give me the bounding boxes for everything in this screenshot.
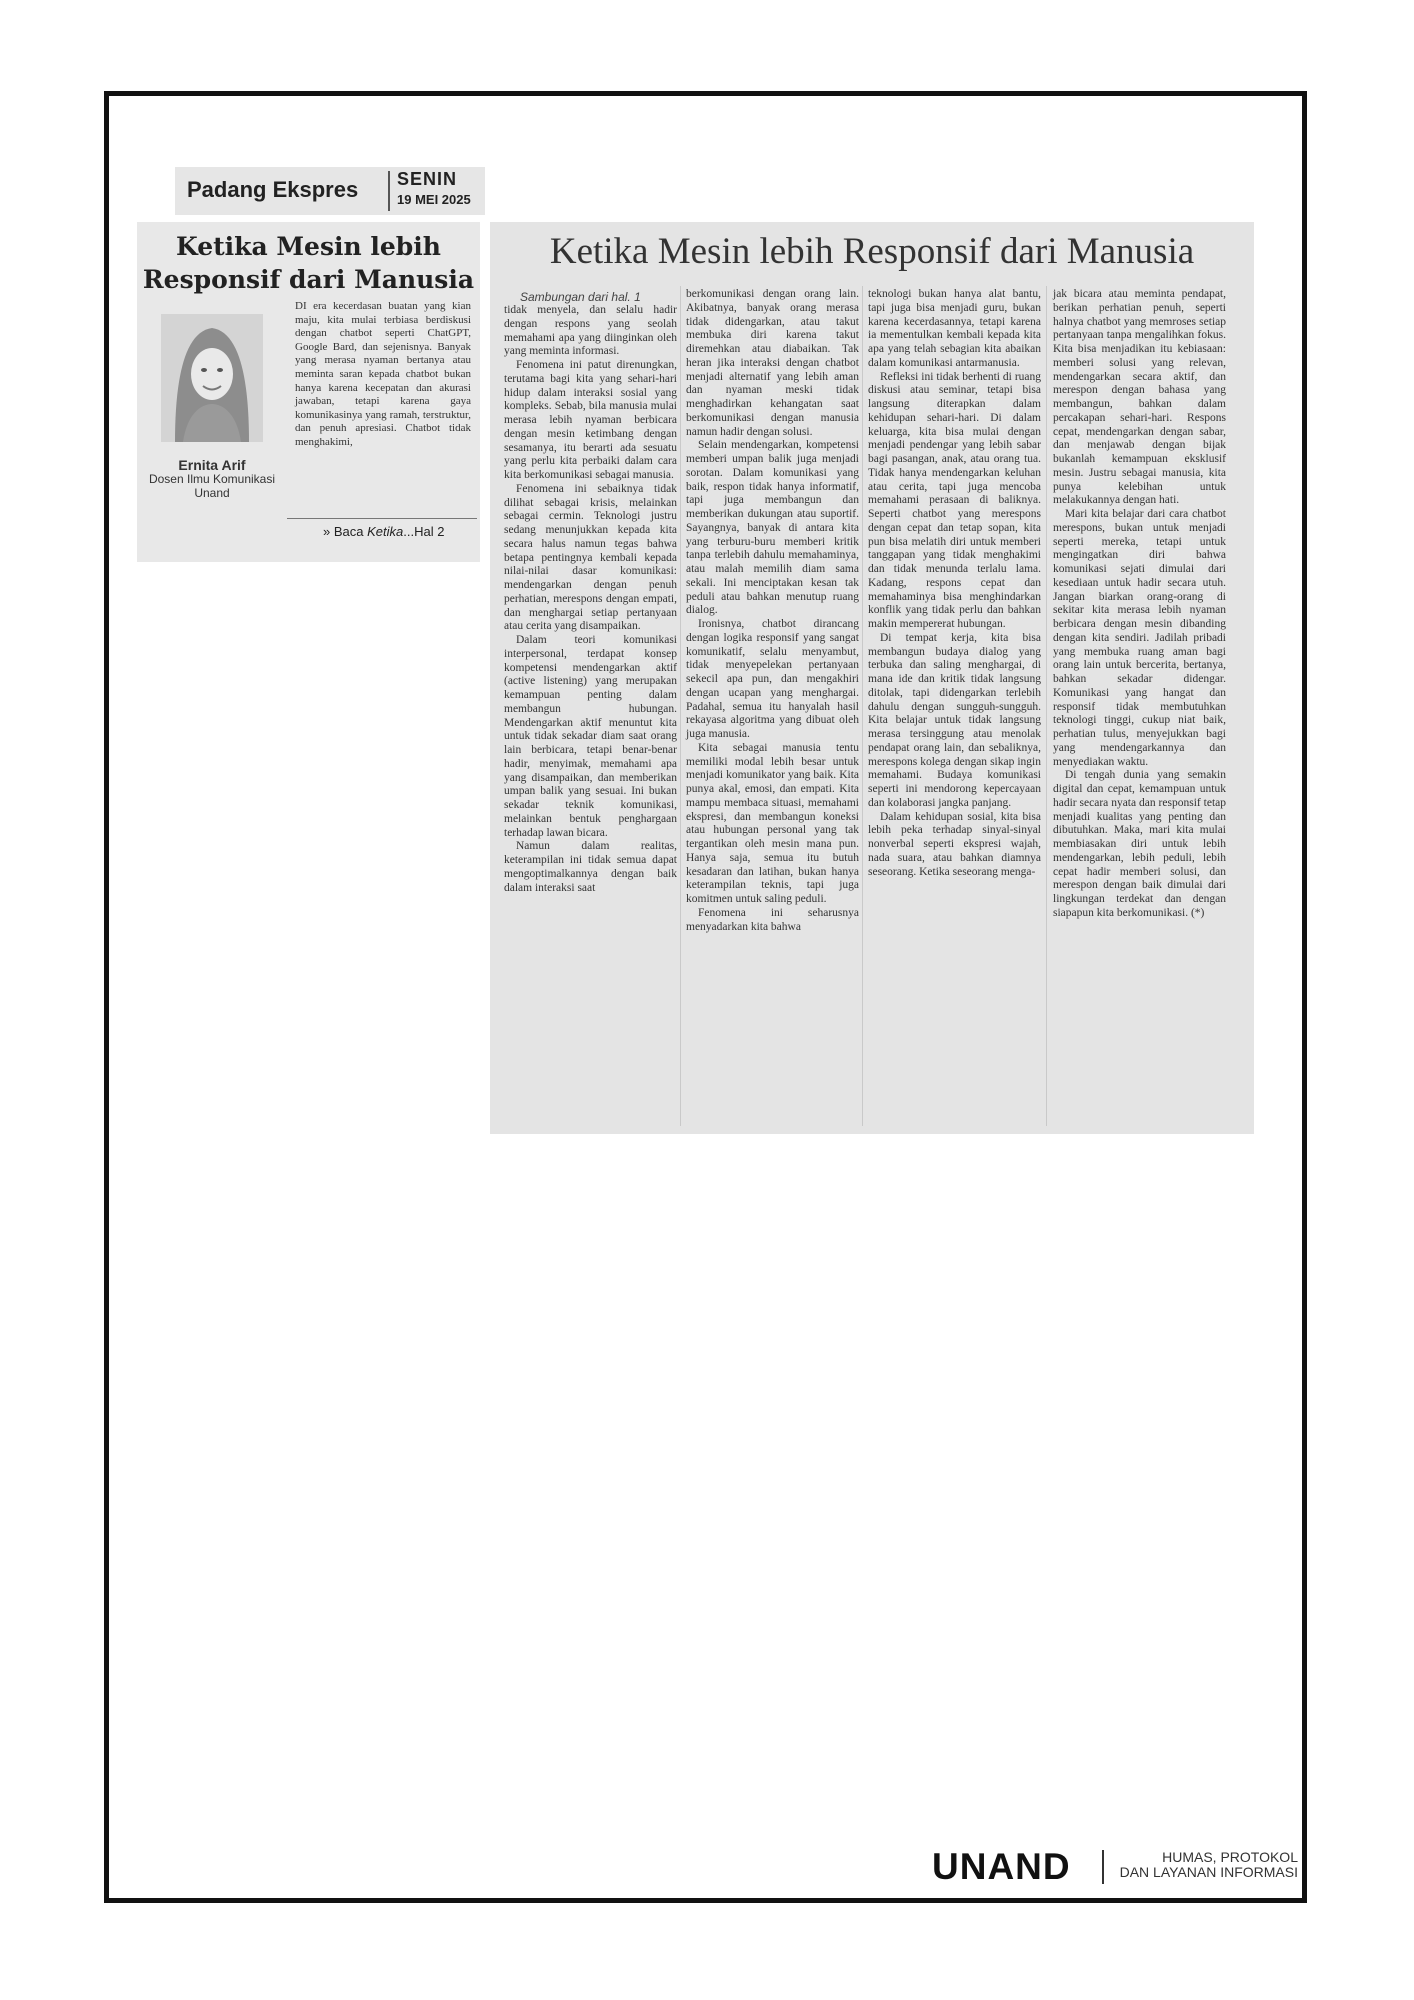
author-caption [137,458,287,500]
author-photo [161,314,263,442]
author-role: Dosen Ilmu Komunikasi [148,472,276,486]
article-paragraph: Dalam teori komunikasi interpersonal, terdapat konsep kompetensi mendengarkan aktif (active listening) yang merupakan kemampuan penting dalam membangun hubungan. Mendengarkan aktif menuntut kita untuk tidak sekadar diam saat orang lain berbicara, tetapi benar-benar hadir, menyimak, memahami apa yang disampaikan, dan memberikan umpan balik yang sesuai. Ini bukan sekadar teknik komunikasi, melainkan bentuk penghargaan terhadap lawan bicara. [504,634,677,839]
logo-divider [1102,1850,1105,1884]
front-headline-line1: Ketika Mesin lebih [176,232,441,261]
article-paragraph: Di tempat kerja, kita bisa membangun budaya dialog yang terbuka dan saling menghargai, di mana ide dan kritik tidak langsung ditolak, tapi didengarkan terlebih dahulu dengan sungguh-sungguh. Kita belajar untuk tidak langsung merasa tersinggung atau menolak pendapat orang lain, dan sebaliknya, merespons kolega dengan sikap ingin memahami. Budaya komunikasi seperti ini mendorong kepercayaan dan kolaborasi jangka panjang. [868,631,1041,809]
logo-subtitle-line1: HUMAS, PROTOKOL [1162,1849,1298,1865]
continuation-clipping [490,222,1254,1134]
article-paragraph: Refleksi ini tidak berhenti di ruang diskusi atau seminar, tetapi bisa langsung diterapkan dalam kehidupan sehari-hari. Di dalam keluarga, kita bisa mulai dengan menjadi pendengar yang lebih sabar bagi pasangan, anak, atau orang tua. Tidak hanya mendengarkan keluhan atau cerita, tapi juga mencoba memahami perasaan di baliknya. Seperti chatbot yang merespons dengan cepat dan tetap sopan, kita pun bisa melatih diri untuk memberi tanggapan yang tidak menghakimi dan tidak menunda terlalu lama. Kadang, respons cepat dan memahaminya bisa menghindarkan konflik yang tidak perlu dan bahkan makin mempererat hubungan. [868,370,1041,630]
column-divider [1046,286,1048,1126]
front-body-paragraph: DI era kecerdasan buatan yang kian maju, kita mulai terbiasa berdiskusi dengan chatbot seperti ChatGPT, Google Bard, dan sejenisnya. Banyak yang merasa nyaman bertanya atau meminta saran kepada chatbot bukan hanya karena kecepatan dan akurasi jawaban, tetapi karena gaya komunikasinya yang ramah, terstruktur, dan penuh apresiasi. Chatbot tidak menghakimi, [295,300,471,448]
article-column-4 [1053,288,1226,921]
article-column-1 [504,304,677,895]
article-paragraph: tidak menyela, dan selalu hadir dengan respons yang seolah memahami apa yang diinginkan oleh yang meminta informasi. [504,304,677,358]
author-name: Ernita Arif [178,457,246,473]
article-paragraph: Fenomena ini sebaiknya tidak dilihat sebagai krisis, melainkan sebagai cermin. Teknologi justru sedang menunjukkan kepada kita secara halus namun tegas bahwa betapa pentingnya kembali kepada nilai-nilai dasar komunikasi: mendengarkan dengan penuh perhatian, merespons dengan empati, dan menghargai setiap pertanyaan atau cerita yang disampaikan. [504,482,677,633]
continuation-note: Sambungan dari hal. 1 [520,290,641,304]
logo-subtitle [1110,1850,1298,1880]
article-paragraph: Ironisnya, chatbot dirancang dengan logika responsif yang sangat komunikatif, selalu menyambut, tidak menyepelekan pertanyaan sekecil apa pun, dan mengakhiri dengan ucapan yang menghargai. Padahal, semua itu hanyalah hasil rekayasa algoritma yang dibuat oleh juga manusia. [686,618,859,740]
article-paragraph: Di tengah dunia yang semakin digital dan cepat, kemampuan untuk hadir secara nyata dan responsif tetap menjadi kualitas yang penting dan dibutuhkan. Maka, mari kita mulai membiasakan diri untuk lebih mendengarkan, lebih peduli, lebih cepat hadir memberi solusi, dan merespon dengan baik dimulai dari lingkungan terdekat dan dengan siapapun kita berkomunikasi. (*) [1053,769,1226,919]
author-photo-icon [161,314,263,442]
unand-logo [932,1846,1302,1886]
article-paragraph: jak bicara atau meminta pendapat, berikan perhatian penuh, seperti halnya chatbot yang memroses setiap pertanyaan tanpa mengalihkan fokus. Kita bisa menjadikan itu kebiasaan: memberi solusi yang relevan, mendengarkan secara aktif, dan merespon dengan bahasa yang membangun, bahkan dalam percakapan sehari-hari. Respons cepat, mendengarkan dengan sabar, dan menjawab dengan bijak bukanlah kemampuan eksklusif mesin. Justru sebagai manusia, kita punya kelebihan untuk melakukannya dengan hati. [1053,288,1226,507]
article-paragraph: Dalam kehidupan sosial, kita bisa lebih peka terhadap sinyal-sinyal nonverbal seperti ekspresi wajah, nada suara, atau bahkan diamnya seseorang. Ketika seseorang menga- [868,810,1041,878]
column-divider [680,286,682,1126]
front-page-clipping [137,222,480,562]
article-column-2 [686,288,859,934]
masthead-day: SENIN [397,169,458,189]
article-paragraph: Mari kita belajar dari cara chatbot merespons, bukan untuk menjadi seperti mereka, tetapi untuk mengingatkan diri bahwa komunikasi sejati dimulai dari kesediaan untuk hadir secara utuh. Jangan biarkan orang-orang di sekitar kita merasa lebih nyaman berbicara dengan mesin dibanding dengan kita sendiri. Jadilah pribadi yang membuka ruang aman bagi orang lain untuk bercerita, bertanya, bahkan sekadar didengar. Komunikasi yang hangat dan responsif tidak membutuhkan teknologi tinggi, cukup niat baik, perhatian tulus, menyejukkan bagi yang mendengarkannya dan menyediakan waktu. [1053,508,1226,768]
continuation-headline: Ketika Mesin lebih Responsif dari Manusia [549,231,1195,272]
continue-italic: Ketika [367,524,404,539]
article-paragraph: teknologi bukan hanya alat bantu, tapi juga bisa menjadi guru, bukan karena kecerdasannya, tetapi karena ia mementulkan kembali kepada kita apa yang telah sebagian kita abaikan dalam komunikasi antarmanusia. [868,288,1041,369]
column-divider [862,286,864,1126]
front-divider [287,518,477,519]
article-paragraph: Selain mendengarkan, kompetensi memberi umpan balik juga menjadi sorotan. Dalam komunikasi yang baik, respon tidak hanya informatif, tapi juga membangun dan memberikan dukungan atau suportif. Sayangnya, banyak di antara kita yang terburu-buru memberi kritik tanpa terlebih dahulu memahaminya, atau malah memilih diam sama sekali. Ini menciptakan kesan tak peduli atau bahkan menutup ruang dialog. [686,439,859,617]
logo-subtitle-line2: DAN LAYANAN INFORMASI [1119,1864,1298,1880]
article-paragraph: Fenomena ini seharusnya menyadarkan kita bahwa [686,906,859,933]
article-paragraph: Namun dalam realitas, keterampilan ini tidak semua dapat mengoptimalkannya dengan baik dalam interaksi saat [504,840,677,894]
front-headline [137,230,480,296]
newspaper-name: Padang Ekspres [187,177,359,202]
front-body-text [295,300,471,450]
continue-suffix: ...Hal 2 [403,524,445,539]
article-paragraph: Fenomena ini patut direnungkan, terutama bagi kita yang sehari-hari hidup dalam interaksi sosial yang kompleks. Sebab, bila manusia mulai merasa lebih nyaman berbicara dengan mesin ketimbang dengan sesamanya, itu berarti ada sesuatu yang perlu kita perbaiki dalam cara kita berkomunikasi sebagai manusia. [504,359,677,481]
author-org: Unand [194,486,230,500]
newspaper-masthead [175,167,485,215]
article-paragraph: berkomunikasi dengan orang lain. Akibatnya, banyak orang merasa tidak didengarkan, atau takut membuka diri karena takut diremehkan atau diabaikan. Tak heran jika interaksi dengan chatbot menjadi alternatif yang lebih aman dan nyaman meski tidak menghadirkan kehangatan saat berkomunikasi dengan manusia namun hadir dengan solusi. [686,288,859,438]
masthead-date: 19 MEI 2025 [397,192,471,207]
article-column-3 [868,288,1041,879]
continue-reading-note [323,524,444,539]
logo-wordmark: UNAND [932,1846,1071,1887]
masthead-divider [388,171,391,211]
article-paragraph: Kita sebagai manusia tentu memiliki modal lebih besar untuk menjadi komunikator yang baik. Kita punya akal, emosi, dan empati. Kita mampu membaca situasi, memahami ekspresi, dan membangun koneksi atau hubungan personal yang tak tergantikan oleh mesin mana pun. Hanya saja, semua itu butuh kesadaran dan latihan, bukan hanya keterampilan teknis, tapi juga komitmen untuk saling peduli. [686,741,859,905]
front-headline-line2: Responsif dari Manusia [142,265,475,294]
continue-prefix: » Baca [323,524,368,539]
